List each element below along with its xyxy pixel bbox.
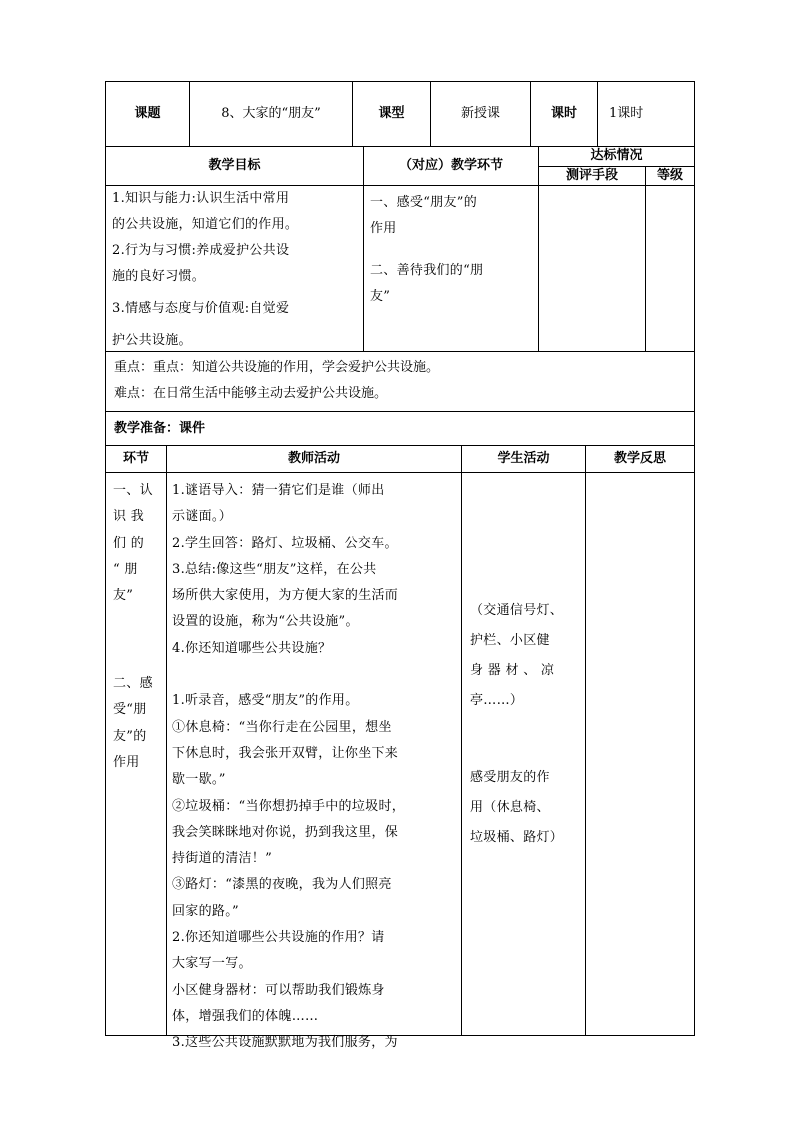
goal-line: 护公共设施。 bbox=[112, 333, 192, 348]
step-line: 一、感受“朋友”的 bbox=[370, 195, 477, 210]
status-header: 达标情况 bbox=[590, 148, 643, 163]
student-line: 感受朋友的作 bbox=[470, 770, 550, 785]
student-line: 亭……） bbox=[470, 693, 524, 708]
stage-line: 一、认 bbox=[113, 483, 153, 498]
topic-label: 课题 bbox=[134, 106, 161, 121]
teacher-line: 持街道的清洁！” bbox=[172, 851, 273, 867]
teacher-line: 歇一歇。” bbox=[172, 772, 226, 788]
student-line: 垃圾桶、路灯） bbox=[470, 830, 564, 845]
step-line: 二、善待我们的“朋 bbox=[370, 263, 484, 278]
teaching-steps bbox=[370, 190, 536, 310]
student-line: 护栏、小区健 bbox=[470, 633, 550, 648]
difficult-point: 难点：在日常生活中能够主动去爱护公共设施。 bbox=[114, 386, 388, 401]
teacher-line: 设置的设施，称为“公共设施”。 bbox=[172, 614, 359, 630]
step-line: 友” bbox=[370, 289, 391, 304]
goals-header: 教学目标 bbox=[208, 158, 261, 173]
stage-line: 友”的 bbox=[113, 728, 147, 744]
goal-line: 2.行为与习惯:养成爱护公共设 bbox=[112, 243, 290, 258]
preparation: 教学准备：课件 bbox=[114, 421, 206, 436]
teacher-line: 1.听录音，感受“朋友”的作用。 bbox=[172, 693, 359, 709]
teacher-line: 场所供大家使用，为方便大家的生活而 bbox=[172, 588, 399, 604]
step-line: 作用 bbox=[370, 221, 397, 236]
stage-line: “ 朋 bbox=[113, 561, 138, 577]
teacher-line: 下休息时，我会张开双臂，让你坐下来 bbox=[172, 745, 399, 761]
method-header: 测评手段 bbox=[565, 168, 618, 183]
goal-line: 1.知识与能力:认识生活中常用 bbox=[112, 191, 290, 206]
teacher-line bbox=[172, 662, 460, 688]
teacher-activity-header: 教师活动 bbox=[287, 451, 340, 466]
stage-1 bbox=[113, 478, 165, 609]
teacher-line: 回家的路。” bbox=[172, 903, 239, 919]
teacher-line: ①休息椅：“当你行走在公园里，想坐 bbox=[172, 719, 392, 735]
teacher-line: 3.总结:像这些“朋友”这样，在公共 bbox=[172, 561, 377, 577]
hours-label: 课时 bbox=[550, 106, 577, 121]
student-line: 身 器 材 、 凉 bbox=[470, 663, 555, 678]
teacher-line: 体，增强我们的体魄…… bbox=[172, 1008, 319, 1024]
teacher-line: 2.学生回答：路灯、垃圾桶、公交车。 bbox=[172, 535, 398, 551]
steps-header: （对应）教学环节 bbox=[398, 158, 503, 173]
student-line: （交通信号灯、 bbox=[470, 603, 564, 618]
teacher-activities bbox=[172, 478, 460, 1057]
stage-line: 作用 bbox=[113, 754, 140, 770]
grade-header: 等级 bbox=[656, 168, 683, 183]
teacher-line: ②垃圾桶：“当你想扔掉手中的垃圾时， bbox=[172, 798, 406, 814]
student-activity-header: 学生活动 bbox=[497, 451, 550, 466]
teaching-goals bbox=[112, 186, 362, 354]
student-activities-1 bbox=[470, 598, 584, 714]
goal-line: 施的良好习惯。 bbox=[112, 269, 206, 284]
teacher-line: 2.你还知道哪些公共设施的作用？请 bbox=[172, 930, 385, 946]
key-point: 重点：重点：知道公共设施的作用，学会爱护公共设施。 bbox=[114, 360, 440, 375]
reflection-header: 教学反思 bbox=[613, 451, 666, 466]
teacher-line: 1.谜语导入：猜一猜它们是谁（师出 bbox=[172, 483, 385, 498]
stage-line: 们 的 bbox=[113, 535, 145, 551]
topic-value: 8、大家的“朋友” bbox=[221, 106, 321, 121]
teacher-line: 大家写一写。 bbox=[172, 956, 252, 972]
type-label: 课型 bbox=[378, 106, 405, 121]
student-activities-2 bbox=[470, 765, 584, 851]
teacher-line: 我会笑眯眯地对你说，扔到我这里，保 bbox=[172, 824, 399, 840]
teacher-line: ③路灯：“漆黑的夜晚，我为人们照亮 bbox=[172, 877, 392, 893]
student-line: 用（休息椅、 bbox=[470, 800, 550, 815]
teacher-line: 4.你还知道哪些公共设施？ bbox=[172, 640, 332, 656]
goal-line: 3.情感与态度与价值观:自觉爱 bbox=[112, 301, 290, 316]
stage-header: 环节 bbox=[122, 451, 149, 466]
goal-line: 的公共设施，知道它们的作用。 bbox=[112, 217, 299, 232]
stage-2 bbox=[113, 671, 165, 776]
stage-line: 受“朋 bbox=[113, 702, 147, 718]
stage-line: 二、感 bbox=[113, 676, 153, 691]
stage-line: 友” bbox=[113, 588, 134, 604]
teacher-line: 小区健身器材：可以帮助我们锻炼身 bbox=[172, 982, 385, 998]
type-value: 新授课 bbox=[460, 106, 500, 121]
teacher-line: 3.这些公共设施默默地为我们服务，为 bbox=[172, 1035, 398, 1051]
hours-value: 1课时 bbox=[609, 106, 644, 121]
teacher-line: 示谜面。） bbox=[172, 509, 233, 525]
stage-line: 识 我 bbox=[113, 509, 145, 525]
